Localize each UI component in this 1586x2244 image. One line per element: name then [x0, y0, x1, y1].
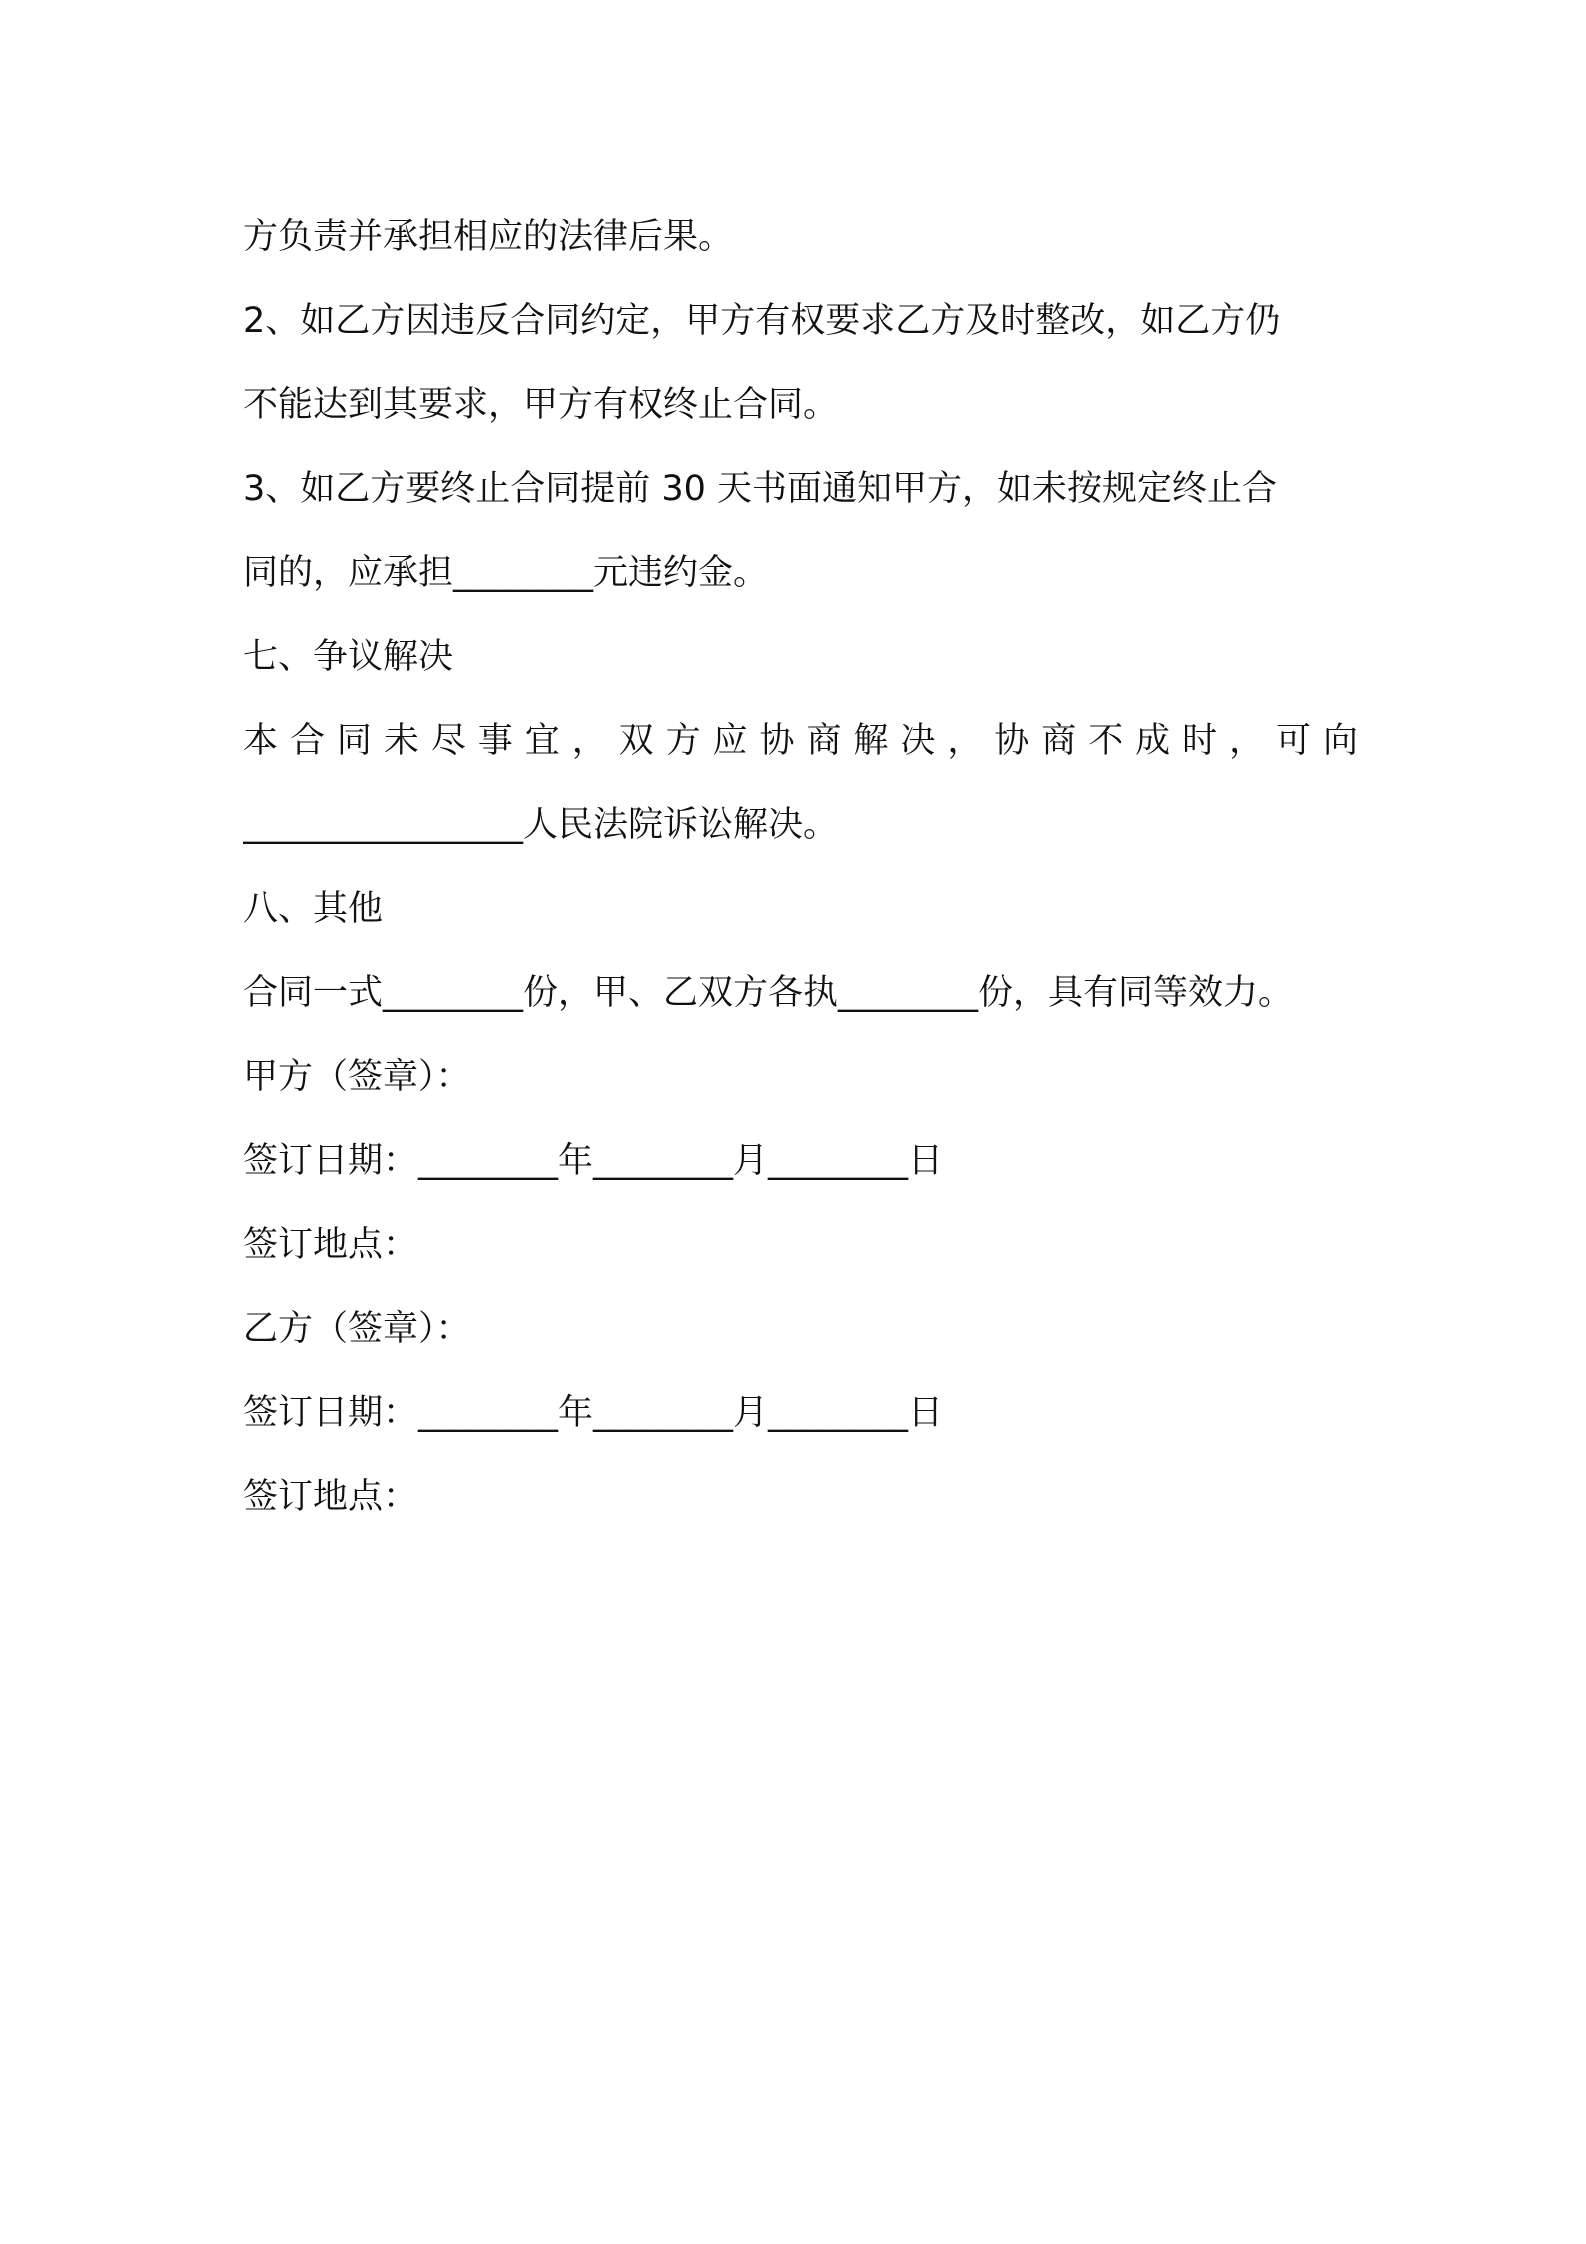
section-heading-dispute: 七、争议解决 [243, 637, 454, 677]
party-b-sign-date: 签订日期：________年________月________日 [243, 1393, 944, 1433]
copies-text: 合同一式________份，甲、乙双方各执________份，具有同等效力。 [243, 973, 1294, 1013]
party-a-sign-place: 签订地点： [243, 1225, 419, 1265]
party-b-signature: 乙方（签章）： [243, 1309, 471, 1349]
clause-3-line-1: 3、如乙方要终止合同提前 30 天书面通知甲方，如未按规定终止合 [243, 469, 1278, 509]
party-a-signature: 甲方（签章）： [243, 1057, 471, 1097]
party-b-sign-place: 签订地点： [243, 1477, 419, 1517]
clause-continuation: 方负责并承担相应的法律后果。 [243, 217, 734, 257]
clause-2-line-1: 2、如乙方因违反合同约定，甲方有权要求乙方及时整改，如乙方仍 [243, 301, 1281, 341]
contract-body [243, 195, 1358, 1539]
clause-3-line-2: 同的，应承担________元违约金。 [243, 553, 769, 593]
dispute-text-line-1: 本合同未尽事宜，双方应协商解决，协商不成时，可向 [243, 721, 1358, 761]
dispute-text-line-2: ________________人民法院诉讼解决。 [243, 805, 839, 845]
clause-2-line-2: 不能达到其要求，甲方有权终止合同。 [243, 385, 839, 425]
section-heading-other: 八、其他 [243, 889, 384, 929]
party-a-sign-date: 签订日期：________年________月________日 [243, 1141, 944, 1181]
